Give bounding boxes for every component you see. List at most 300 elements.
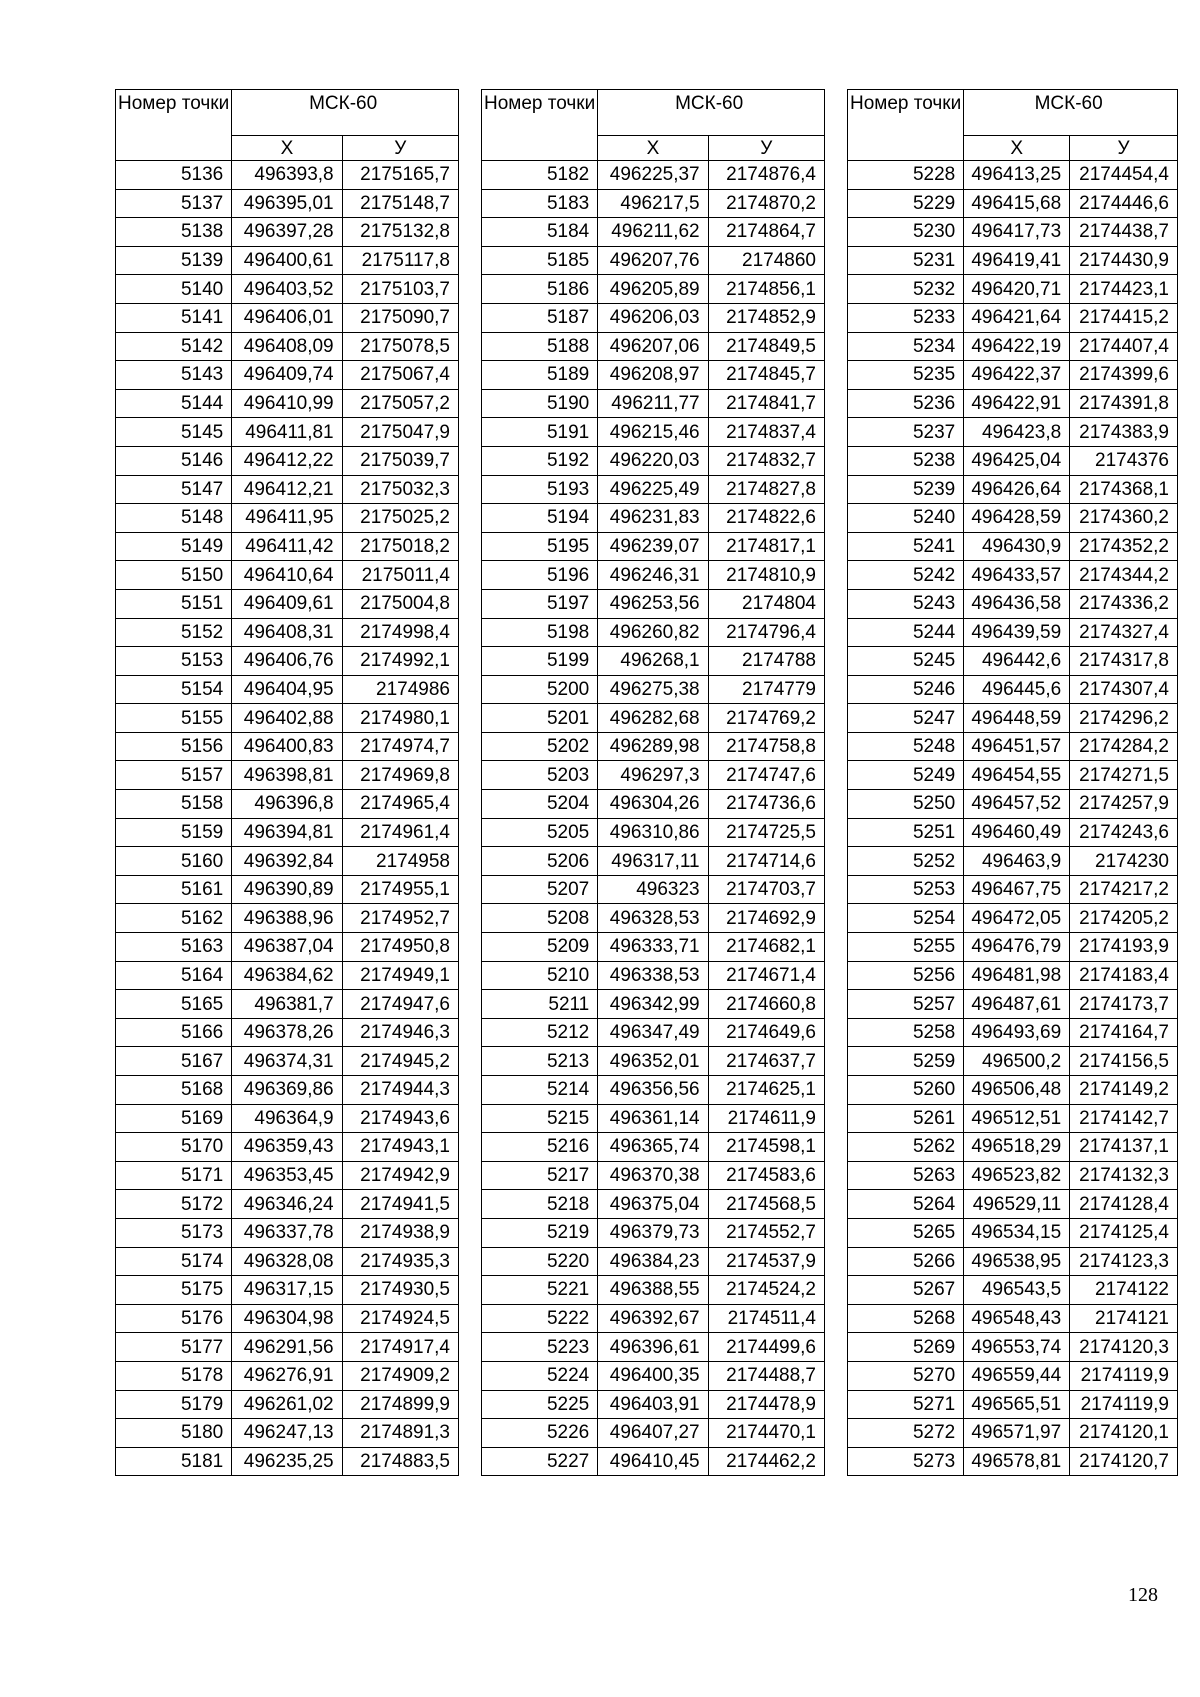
- point-number-cell: 5160: [116, 847, 232, 876]
- x-coordinate-cell: 496333,71: [598, 933, 708, 962]
- table-row: [482, 933, 825, 962]
- y-coordinate-cell: 2174952,7: [342, 904, 458, 933]
- x-coordinate-cell: 496342,99: [598, 990, 708, 1019]
- y-coordinate-cell: 2174943,1: [342, 1133, 458, 1162]
- y-coordinate-cell: 2174992,1: [342, 647, 458, 676]
- table-row: [482, 761, 825, 790]
- x-coordinate-cell: 496215,46: [598, 418, 708, 447]
- table-row: [848, 218, 1178, 247]
- x-coordinate-cell: 496235,25: [232, 1447, 342, 1476]
- x-coordinate-cell: 496268,1: [598, 647, 708, 676]
- y-coordinate-cell: 2174120,7: [1070, 1447, 1178, 1476]
- point-number-cell: 5173: [116, 1218, 232, 1247]
- table-row: [848, 1218, 1178, 1247]
- y-coordinate-cell: 2174779: [708, 675, 824, 704]
- x-coordinate-cell: 496411,81: [232, 418, 342, 447]
- table-row: [848, 875, 1178, 904]
- x-coordinate-cell: 496207,76: [598, 246, 708, 275]
- point-number-cell: 5159: [116, 818, 232, 847]
- y-coordinate-cell: 2174217,2: [1070, 875, 1178, 904]
- y-coordinate-cell: 2174183,4: [1070, 961, 1178, 990]
- table-row: [848, 1247, 1178, 1276]
- table-row: [482, 1447, 825, 1476]
- y-coordinate-cell: 2174736,6: [708, 790, 824, 819]
- point-number-cell: 5147: [116, 475, 232, 504]
- x-coordinate-cell: 496410,99: [232, 389, 342, 418]
- point-number-cell: 5216: [482, 1133, 598, 1162]
- x-coordinate-cell: 496565,51: [964, 1390, 1070, 1419]
- y-coordinate-cell: 2174383,9: [1070, 418, 1178, 447]
- table-row: [482, 961, 825, 990]
- y-coordinate-cell: 2174935,3: [342, 1247, 458, 1276]
- point-number-cell: 5180: [116, 1419, 232, 1448]
- table-row: [848, 1447, 1178, 1476]
- x-coordinate-cell: 496225,49: [598, 475, 708, 504]
- point-number-cell: 5203: [482, 761, 598, 790]
- point-number-cell: 5214: [482, 1076, 598, 1105]
- table-row: [116, 389, 459, 418]
- point-number-cell: 5266: [848, 1247, 964, 1276]
- point-number-cell: 5199: [482, 647, 598, 676]
- table-row: [482, 532, 825, 561]
- y-coordinate-cell: 2174271,5: [1070, 761, 1178, 790]
- table-row: [848, 389, 1178, 418]
- x-coordinate-cell: 496463,9: [964, 847, 1070, 876]
- point-number-cell: 5143: [116, 361, 232, 390]
- point-number-cell: 5234: [848, 332, 964, 361]
- table-row: [482, 589, 825, 618]
- y-coordinate-cell: 2174947,6: [342, 990, 458, 1019]
- y-coordinate-cell: 2174478,9: [708, 1390, 824, 1419]
- y-coordinate-cell: 2174899,9: [342, 1390, 458, 1419]
- point-number-cell: 5221: [482, 1276, 598, 1305]
- x-coordinate-cell: 496400,83: [232, 732, 342, 761]
- y-coordinate-cell: 2174360,2: [1070, 504, 1178, 533]
- x-coordinate-cell: 496317,11: [598, 847, 708, 876]
- table-row: [482, 618, 825, 647]
- x-coordinate-cell: 496239,07: [598, 532, 708, 561]
- y-coordinate-cell: 2175025,2: [342, 504, 458, 533]
- table-row: [848, 1333, 1178, 1362]
- y-column-header: У: [1070, 136, 1178, 161]
- x-coordinate-cell: 496409,74: [232, 361, 342, 390]
- point-number-cell: 5259: [848, 1047, 964, 1076]
- table-row: [848, 704, 1178, 733]
- x-coordinate-cell: 496282,68: [598, 704, 708, 733]
- x-coordinate-cell: 496571,97: [964, 1419, 1070, 1448]
- point-number-cell: 5176: [116, 1304, 232, 1333]
- point-number-cell: 5251: [848, 818, 964, 847]
- table-row: [116, 790, 459, 819]
- point-number-cell: 5197: [482, 589, 598, 618]
- table-row: [116, 361, 459, 390]
- x-coordinate-cell: 496415,68: [964, 189, 1070, 218]
- y-coordinate-cell: 2174243,6: [1070, 818, 1178, 847]
- y-coordinate-cell: 2174747,6: [708, 761, 824, 790]
- table-row: [848, 647, 1178, 676]
- point-number-cell: 5209: [482, 933, 598, 962]
- point-number-cell: 5164: [116, 961, 232, 990]
- point-number-cell: 5218: [482, 1190, 598, 1219]
- point-number-cell: 5228: [848, 161, 964, 190]
- x-coordinate-cell: 496425,04: [964, 446, 1070, 475]
- point-number-cell: 5253: [848, 875, 964, 904]
- point-number-cell: 5183: [482, 189, 598, 218]
- x-coordinate-cell: 496359,43: [232, 1133, 342, 1162]
- table-row: [116, 1161, 459, 1190]
- x-coordinate-cell: 496346,24: [232, 1190, 342, 1219]
- x-coordinate-cell: 496422,91: [964, 389, 1070, 418]
- x-coordinate-cell: 496472,05: [964, 904, 1070, 933]
- table-row: [116, 1190, 459, 1219]
- x-coordinate-cell: 496506,48: [964, 1076, 1070, 1105]
- x-coordinate-cell: 496379,73: [598, 1218, 708, 1247]
- coordinate-system-header: МСК-60: [964, 90, 1178, 136]
- y-coordinate-cell: 2174407,4: [1070, 332, 1178, 361]
- x-coordinate-cell: 496412,22: [232, 446, 342, 475]
- x-coordinate-cell: 496353,45: [232, 1161, 342, 1190]
- table-row: [482, 1419, 825, 1448]
- x-coordinate-cell: 496207,06: [598, 332, 708, 361]
- point-number-cell: 5267: [848, 1276, 964, 1305]
- x-coordinate-cell: 496559,44: [964, 1361, 1070, 1390]
- y-coordinate-cell: 2174942,9: [342, 1161, 458, 1190]
- point-number-cell: 5231: [848, 246, 964, 275]
- point-number-cell: 5223: [482, 1333, 598, 1362]
- coordinate-system-header: МСК-60: [232, 90, 459, 136]
- y-coordinate-cell: 2174961,4: [342, 818, 458, 847]
- table-row: [482, 218, 825, 247]
- table-row: [116, 1361, 459, 1390]
- y-coordinate-cell: 2175032,3: [342, 475, 458, 504]
- point-number-cell: 5172: [116, 1190, 232, 1219]
- x-coordinate-cell: 496289,98: [598, 732, 708, 761]
- y-coordinate-cell: 2174119,9: [1070, 1390, 1178, 1419]
- x-coordinate-cell: 496364,9: [232, 1104, 342, 1133]
- x-coordinate-cell: 496396,8: [232, 790, 342, 819]
- table-row: [116, 675, 459, 704]
- table-row: [116, 1276, 459, 1305]
- y-coordinate-cell: 2174583,6: [708, 1161, 824, 1190]
- point-number-cell: 5211: [482, 990, 598, 1019]
- y-coordinate-cell: 2175057,2: [342, 389, 458, 418]
- y-coordinate-cell: 2174415,2: [1070, 303, 1178, 332]
- table-row: [116, 704, 459, 733]
- x-coordinate-cell: 496211,62: [598, 218, 708, 247]
- y-coordinate-cell: 2174193,9: [1070, 933, 1178, 962]
- point-number-cell: 5165: [116, 990, 232, 1019]
- table-row: [482, 1190, 825, 1219]
- table-row: [848, 933, 1178, 962]
- point-number-cell: 5193: [482, 475, 598, 504]
- point-number-cell: 5247: [848, 704, 964, 733]
- x-coordinate-cell: 496457,52: [964, 790, 1070, 819]
- y-coordinate-cell: 2174123,3: [1070, 1247, 1178, 1276]
- y-coordinate-cell: 2174317,8: [1070, 647, 1178, 676]
- table-row: [482, 561, 825, 590]
- y-coordinate-cell: 2174941,5: [342, 1190, 458, 1219]
- x-coordinate-cell: 496460,49: [964, 818, 1070, 847]
- table-row: [482, 675, 825, 704]
- x-coordinate-cell: 496578,81: [964, 1447, 1070, 1476]
- y-column-header: У: [342, 136, 458, 161]
- x-coordinate-cell: 496291,56: [232, 1333, 342, 1362]
- y-coordinate-cell: 2174352,2: [1070, 532, 1178, 561]
- table-row: [116, 732, 459, 761]
- x-coordinate-cell: 496217,5: [598, 189, 708, 218]
- y-coordinate-cell: 2174725,5: [708, 818, 824, 847]
- point-number-cell: 5235: [848, 361, 964, 390]
- point-number-cell: 5167: [116, 1047, 232, 1076]
- table-row: [848, 1133, 1178, 1162]
- y-coordinate-cell: 2174524,2: [708, 1276, 824, 1305]
- point-number-cell: 5162: [116, 904, 232, 933]
- table-row: [116, 647, 459, 676]
- coordinates-table-3: [847, 89, 1178, 1476]
- point-number-cell: 5192: [482, 446, 598, 475]
- x-coordinate-cell: 496374,31: [232, 1047, 342, 1076]
- x-coordinate-cell: 496323: [598, 875, 708, 904]
- x-coordinate-cell: 496253,56: [598, 589, 708, 618]
- y-coordinate-cell: 2174205,2: [1070, 904, 1178, 933]
- y-coordinate-cell: 2174119,9: [1070, 1361, 1178, 1390]
- y-coordinate-cell: 2174958: [342, 847, 458, 876]
- point-number-cell: 5153: [116, 647, 232, 676]
- table-row: [116, 1390, 459, 1419]
- point-number-cell: 5157: [116, 761, 232, 790]
- point-number-cell: 5227: [482, 1447, 598, 1476]
- y-coordinate-cell: 2174120,3: [1070, 1333, 1178, 1362]
- table-row: [116, 961, 459, 990]
- x-coordinate-cell: 496412,21: [232, 475, 342, 504]
- y-coordinate-cell: 2175004,8: [342, 589, 458, 618]
- y-coordinate-cell: 2174969,8: [342, 761, 458, 790]
- y-coordinate-cell: 2174703,7: [708, 875, 824, 904]
- y-coordinate-cell: 2174499,6: [708, 1333, 824, 1362]
- point-number-cell: 5155: [116, 704, 232, 733]
- x-coordinate-cell: 496384,23: [598, 1247, 708, 1276]
- table-row: [482, 1218, 825, 1247]
- table-row: [848, 161, 1178, 190]
- point-number-cell: 5207: [482, 875, 598, 904]
- point-number-cell: 5156: [116, 732, 232, 761]
- table-row: [848, 847, 1178, 876]
- table-row: [482, 1247, 825, 1276]
- table-row: [116, 1419, 459, 1448]
- y-coordinate-cell: 2174845,7: [708, 361, 824, 390]
- x-coordinate-cell: 496409,61: [232, 589, 342, 618]
- table-row: [116, 446, 459, 475]
- point-number-cell: 5163: [116, 933, 232, 962]
- y-coordinate-cell: 2175103,7: [342, 275, 458, 304]
- table-row: [482, 161, 825, 190]
- x-coordinate-cell: 496388,96: [232, 904, 342, 933]
- x-coordinate-cell: 496420,71: [964, 275, 1070, 304]
- table-row: [482, 1133, 825, 1162]
- y-coordinate-cell: 2174128,4: [1070, 1190, 1178, 1219]
- table-row: [482, 1390, 825, 1419]
- table-row: [848, 1361, 1178, 1390]
- table-row: [848, 1190, 1178, 1219]
- point-number-cell: 5258: [848, 1018, 964, 1047]
- table-row: [848, 1304, 1178, 1333]
- y-coordinate-cell: 2175039,7: [342, 446, 458, 475]
- x-coordinate-cell: 496423,8: [964, 418, 1070, 447]
- table-row: [848, 990, 1178, 1019]
- y-coordinate-cell: 2174986: [342, 675, 458, 704]
- x-coordinate-cell: 496397,28: [232, 218, 342, 247]
- y-coordinate-cell: 2174876,4: [708, 161, 824, 190]
- y-coordinate-cell: 2174284,2: [1070, 732, 1178, 761]
- y-coordinate-cell: 2174142,7: [1070, 1104, 1178, 1133]
- x-coordinate-cell: 496543,5: [964, 1276, 1070, 1305]
- table-row: [848, 532, 1178, 561]
- x-coordinate-cell: 496448,59: [964, 704, 1070, 733]
- y-coordinate-cell: 2174832,7: [708, 446, 824, 475]
- table-row: [482, 790, 825, 819]
- point-number-cell: 5136: [116, 161, 232, 190]
- y-coordinate-cell: 2174649,6: [708, 1018, 824, 1047]
- y-coordinate-cell: 2174568,5: [708, 1190, 824, 1219]
- x-coordinate-cell: 496206,03: [598, 303, 708, 332]
- point-number-cell: 5220: [482, 1247, 598, 1276]
- x-coordinate-cell: 496246,31: [598, 561, 708, 590]
- y-coordinate-cell: 2174438,7: [1070, 218, 1178, 247]
- table-row: [116, 1104, 459, 1133]
- table-row: [116, 847, 459, 876]
- y-coordinate-cell: 2174849,5: [708, 332, 824, 361]
- y-coordinate-cell: 2174327,4: [1070, 618, 1178, 647]
- point-number-cell: 5250: [848, 790, 964, 819]
- y-coordinate-cell: 2174660,8: [708, 990, 824, 1019]
- point-number-cell: 5257: [848, 990, 964, 1019]
- x-coordinate-cell: 496387,04: [232, 933, 342, 962]
- coordinates-table-1: [115, 89, 459, 1476]
- table-row: [848, 1161, 1178, 1190]
- x-coordinate-cell: 496404,95: [232, 675, 342, 704]
- y-coordinate-cell: 2174598,1: [708, 1133, 824, 1162]
- y-coordinate-cell: 2174625,1: [708, 1076, 824, 1105]
- x-coordinate-cell: 496410,45: [598, 1447, 708, 1476]
- x-coordinate-cell: 496442,6: [964, 647, 1070, 676]
- y-coordinate-cell: 2174257,9: [1070, 790, 1178, 819]
- point-number-cell: 5191: [482, 418, 598, 447]
- y-coordinate-cell: 2174965,4: [342, 790, 458, 819]
- point-number-cell: 5188: [482, 332, 598, 361]
- point-number-cell: 5237: [848, 418, 964, 447]
- point-number-cell: 5182: [482, 161, 598, 190]
- table-row: [848, 275, 1178, 304]
- table-row: [482, 1104, 825, 1133]
- y-coordinate-cell: 2174137,1: [1070, 1133, 1178, 1162]
- point-number-cell: 5137: [116, 189, 232, 218]
- point-number-cell: 5187: [482, 303, 598, 332]
- point-number-header: Номер точки: [848, 90, 964, 161]
- point-number-cell: 5260: [848, 1076, 964, 1105]
- y-coordinate-cell: 2174930,5: [342, 1276, 458, 1305]
- point-number-cell: 5230: [848, 218, 964, 247]
- y-coordinate-cell: 2174296,2: [1070, 704, 1178, 733]
- x-coordinate-cell: 496413,25: [964, 161, 1070, 190]
- y-coordinate-cell: 2174446,6: [1070, 189, 1178, 218]
- table-row: [116, 418, 459, 447]
- point-number-cell: 5150: [116, 561, 232, 590]
- table-row: [482, 1361, 825, 1390]
- y-coordinate-cell: 2174132,3: [1070, 1161, 1178, 1190]
- table-row: [482, 246, 825, 275]
- point-number-cell: 5226: [482, 1419, 598, 1448]
- table-row: [482, 1276, 825, 1305]
- x-coordinate-cell: 496481,98: [964, 961, 1070, 990]
- y-coordinate-cell: 2175117,8: [342, 246, 458, 275]
- table-row: [116, 761, 459, 790]
- x-coordinate-cell: 496392,67: [598, 1304, 708, 1333]
- y-coordinate-cell: 2175011,4: [342, 561, 458, 590]
- point-number-cell: 5194: [482, 504, 598, 533]
- x-coordinate-cell: 496356,56: [598, 1076, 708, 1105]
- table-row: [116, 818, 459, 847]
- table-row: [482, 732, 825, 761]
- table-row: [482, 847, 825, 876]
- table-row: [482, 332, 825, 361]
- y-coordinate-cell: 2175090,7: [342, 303, 458, 332]
- point-number-cell: 5174: [116, 1247, 232, 1276]
- table-row: [848, 332, 1178, 361]
- point-number-cell: 5232: [848, 275, 964, 304]
- y-coordinate-cell: 2174864,7: [708, 218, 824, 247]
- point-number-cell: 5238: [848, 446, 964, 475]
- point-number-cell: 5224: [482, 1361, 598, 1390]
- table-row: [116, 904, 459, 933]
- x-coordinate-cell: 496378,26: [232, 1018, 342, 1047]
- x-coordinate-cell: 496410,64: [232, 561, 342, 590]
- y-coordinate-cell: 2174344,2: [1070, 561, 1178, 590]
- table-row: [482, 1161, 825, 1190]
- x-coordinate-cell: 496422,19: [964, 332, 1070, 361]
- x-coordinate-cell: 496392,84: [232, 847, 342, 876]
- y-coordinate-cell: 2174943,6: [342, 1104, 458, 1133]
- point-number-cell: 5190: [482, 389, 598, 418]
- x-coordinate-cell: 496400,35: [598, 1361, 708, 1390]
- table-row: [848, 1276, 1178, 1305]
- x-coordinate-cell: 496408,31: [232, 618, 342, 647]
- table-row: [848, 589, 1178, 618]
- table-row: [482, 990, 825, 1019]
- y-coordinate-cell: 2174336,2: [1070, 589, 1178, 618]
- x-coordinate-cell: 496384,62: [232, 961, 342, 990]
- table-row: [482, 904, 825, 933]
- x-coordinate-cell: 496518,29: [964, 1133, 1070, 1162]
- point-number-cell: 5256: [848, 961, 964, 990]
- y-coordinate-cell: 2174852,9: [708, 303, 824, 332]
- y-coordinate-cell: 2174692,9: [708, 904, 824, 933]
- table-row: [482, 1047, 825, 1076]
- x-coordinate-cell: 496276,91: [232, 1361, 342, 1390]
- point-number-cell: 5245: [848, 647, 964, 676]
- table-row: [116, 475, 459, 504]
- point-number-cell: 5198: [482, 618, 598, 647]
- x-coordinate-cell: 496406,01: [232, 303, 342, 332]
- x-coordinate-cell: 496317,15: [232, 1276, 342, 1305]
- y-coordinate-cell: 2174949,1: [342, 961, 458, 990]
- y-coordinate-cell: 2174841,7: [708, 389, 824, 418]
- x-coordinate-cell: 496553,74: [964, 1333, 1070, 1362]
- x-coordinate-cell: 496396,61: [598, 1333, 708, 1362]
- y-coordinate-cell: 2174122: [1070, 1276, 1178, 1305]
- y-coordinate-cell: 2174955,1: [342, 875, 458, 904]
- y-coordinate-cell: 2174125,4: [1070, 1218, 1178, 1247]
- y-coordinate-cell: 2174368,1: [1070, 475, 1178, 504]
